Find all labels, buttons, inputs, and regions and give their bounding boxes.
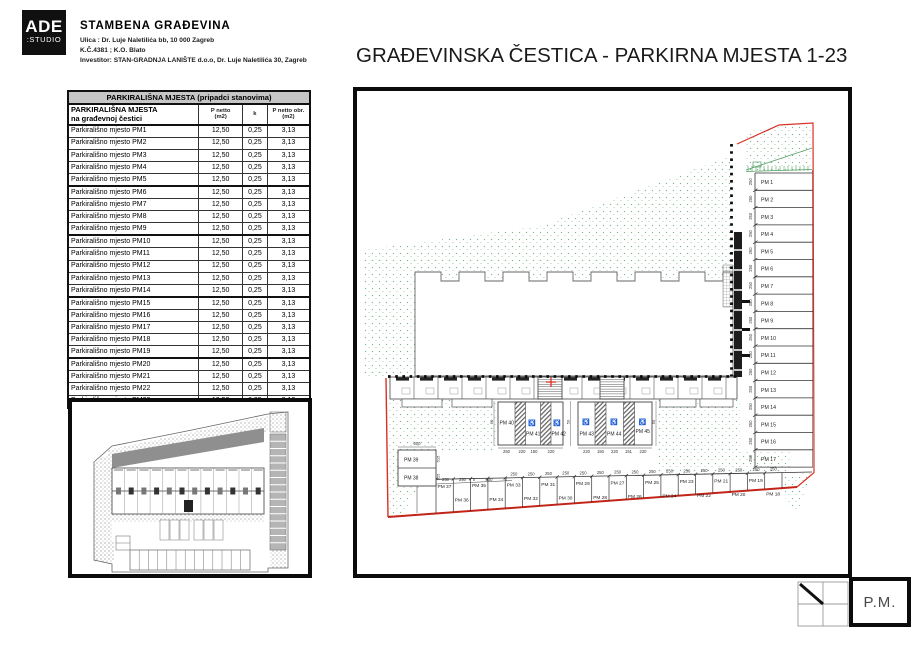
site-overview-drawing: [72, 402, 308, 574]
dim-label: 50: [565, 419, 571, 425]
wheelchair-icon: ♿: [610, 419, 618, 426]
dim-label: 250: [747, 230, 753, 238]
dim-label: 500: [485, 477, 493, 482]
table-cell: Parkirališno mjesto PM13: [68, 272, 199, 284]
wheelchair-icon: ♿: [553, 420, 561, 427]
hatch-strip: [541, 402, 552, 445]
core-mark: [154, 488, 159, 495]
core-mark: [243, 488, 248, 495]
parking-spaces-table: [67, 90, 311, 409]
table-cell: Parkirališno mjesto PM3: [68, 149, 199, 161]
table-row: [68, 322, 310, 334]
pm-space-label: PM 31: [541, 482, 556, 488]
core-mark: [180, 488, 185, 495]
wheelchair-icon: ♿: [528, 420, 536, 427]
stair-block: [600, 377, 624, 399]
table-cell: Parkirališno mjesto PM14: [68, 284, 199, 297]
table-cell: 12,50: [199, 173, 243, 186]
table-cell: Parkirališno mjesto PM2: [68, 137, 199, 149]
core-mark: [205, 488, 210, 495]
dim-label: 250: [747, 437, 753, 445]
table-title: PARKIRALIŠNA MJESTA (pripadci stanovima): [68, 91, 310, 104]
table-cell: 0,25: [242, 125, 267, 138]
table-cell: 12,50: [199, 346, 243, 359]
dim-label: 315: [435, 473, 441, 481]
site-overview-plan: [68, 398, 312, 578]
table-cell: 3,13: [267, 161, 310, 173]
table-cell: 3,13: [267, 173, 310, 186]
dim-label: 250: [562, 470, 570, 476]
table-row: [68, 371, 310, 383]
window-band: [228, 468, 237, 471]
pm-space-label: PM 18: [766, 492, 781, 498]
table-cell: 3,13: [267, 297, 310, 310]
table-cell: Parkirališno mjesto PM6: [68, 186, 199, 199]
table-row: [68, 260, 310, 272]
wheelchair-icon: ♿: [582, 419, 590, 426]
dim-label: 250: [648, 469, 656, 475]
window-band: [127, 468, 136, 471]
table-cell: Parkirališno mjesto PM22: [68, 383, 199, 395]
terrain: [270, 550, 286, 568]
pm-space-label: PM 14: [761, 405, 776, 412]
project-address: Ulica : Dr. Luje Naletilića bb, 10 000 Zagreb: [80, 37, 215, 44]
table-cell: 0,25: [242, 322, 267, 334]
terrain-topright: [746, 124, 812, 172]
window-band: [190, 468, 199, 471]
corner-structure: [270, 412, 286, 432]
dim-label: 220: [611, 448, 618, 454]
hatch-strip: [515, 402, 526, 445]
table-cell: 0,25: [242, 272, 267, 284]
table-cell: 0,25: [242, 137, 267, 149]
boundary-red-south: [388, 487, 797, 517]
pm-space-label: PM 27: [610, 481, 625, 487]
pm-space-label: PM 22: [697, 493, 711, 499]
pm-space-label: PM 25: [645, 480, 659, 486]
table-cell: 12,50: [199, 235, 243, 248]
pm-space-label: PM 34: [489, 497, 504, 503]
table-cell: Parkirališno mjesto PM9: [68, 223, 199, 236]
pm-space-label: PM 30: [558, 496, 573, 502]
table-cell: 3,13: [267, 149, 310, 161]
table-cell: 12,50: [199, 297, 243, 310]
table-cell: Parkirališno mjesto PM5: [68, 173, 199, 186]
dim-label: 250: [752, 467, 760, 473]
window-band: [114, 468, 123, 471]
table-cell: 3,13: [267, 125, 310, 138]
core-mark: [116, 488, 121, 495]
table-cell: Parkirališno mjesto PM4: [68, 161, 199, 173]
dim-label: 250: [747, 368, 753, 376]
dim-label: 250: [747, 178, 753, 186]
table-cell: 12,50: [199, 358, 243, 371]
table-row: [68, 358, 310, 371]
dim-label: 250: [527, 471, 535, 477]
stair-core: [184, 500, 193, 512]
parking-slot: [160, 520, 169, 540]
porch: [452, 399, 492, 407]
pm-space-label: PM 20: [731, 493, 746, 499]
table-cell: Parkirališno mjesto PM21: [68, 371, 199, 383]
pm-space-label: PM 37: [437, 484, 452, 490]
dim-label: 250: [631, 469, 639, 475]
core-mark: [141, 488, 146, 495]
table-cell: 12,50: [199, 383, 243, 395]
parking-slot: [180, 520, 189, 540]
table-cell: 0,25: [242, 297, 267, 310]
table-cell: 0,25: [242, 149, 267, 161]
dim-label: 50: [488, 419, 494, 425]
table-cell: 12,50: [199, 186, 243, 199]
table-cell: 3,13: [267, 199, 310, 211]
pm-space-label: PM 6: [761, 266, 774, 273]
dim-label: 50: [650, 419, 656, 425]
dim-label: 250: [544, 471, 552, 477]
table-cell: 12,50: [199, 137, 243, 149]
table-cell: Parkirališno mjesto PM7: [68, 199, 199, 211]
dim-label: 250: [747, 195, 753, 203]
table-cell: 0,25: [242, 161, 267, 173]
core-mark: [256, 488, 261, 495]
table-cell: 0,25: [242, 284, 267, 297]
pm-space-label: PM 16: [761, 439, 776, 446]
porch: [402, 399, 442, 407]
pm-space-label: PM 3: [761, 214, 774, 221]
dim-label: 220: [518, 448, 526, 454]
window-band: [152, 468, 161, 471]
table-cell: Parkirališno mjesto PM12: [68, 260, 199, 272]
table-cell: 3,13: [267, 186, 310, 199]
parking-slot: [204, 520, 213, 540]
window-band: [216, 468, 225, 471]
table-cell: 12,50: [199, 248, 243, 260]
dim-label: 150: [597, 448, 604, 454]
table-cell: 3,13: [267, 309, 310, 321]
boundary-red-west: [386, 378, 388, 517]
pm-space-label: PM 24: [662, 494, 677, 500]
dim-label: 250: [769, 466, 777, 472]
table-cell: 0,25: [242, 173, 267, 186]
dim-label: 250: [596, 470, 604, 476]
window-band: [165, 468, 174, 471]
window-band: [241, 468, 250, 471]
table-cell: 12,50: [199, 149, 243, 161]
table-cell: Parkirališno mjesto PM11: [68, 248, 199, 260]
dim-label: 250: [503, 448, 510, 454]
core-mark: [218, 488, 223, 495]
dim-label: 250: [747, 299, 753, 307]
diagonal-mark: [800, 584, 823, 604]
pm-space-label: PM 2: [761, 197, 774, 204]
table-cell: 3,13: [267, 211, 310, 223]
col-header-k: k: [242, 104, 267, 125]
window-band: [178, 468, 187, 471]
terrain-mid: [657, 400, 740, 476]
table-cell: 12,50: [199, 161, 243, 173]
parking-row: [130, 550, 250, 570]
pm-space-label: PM 26: [627, 495, 642, 501]
dim-label: 250: [747, 264, 753, 272]
table-cell: 3,13: [267, 284, 310, 297]
dim-label: 220: [547, 448, 555, 454]
table-cell: 0,25: [242, 309, 267, 321]
col-header-name: PARKIRALIŠNA MJESTA na građevnoj čestici: [68, 104, 199, 125]
table-cell: 3,13: [267, 358, 310, 371]
pm-space-label: PM 10: [761, 335, 776, 342]
pm-space-label: PM 43: [579, 431, 594, 438]
table-row: [68, 199, 310, 211]
dim-label: 151: [625, 448, 632, 454]
table-cell: 12,50: [199, 322, 243, 334]
pm-space-label: PM 1: [761, 180, 774, 187]
porch: [700, 399, 733, 407]
table-cell: Parkirališno mjesto PM18: [68, 334, 199, 346]
pm-space-label: PM 5: [761, 249, 774, 256]
col-header-p-netto: P netto (m2): [199, 104, 243, 125]
project-title: STAMBENA GRAĐEVINA: [80, 20, 231, 32]
table-cell: 0,25: [242, 260, 267, 272]
table-cell: 12,50: [199, 334, 243, 346]
dim-label: 220: [639, 448, 647, 454]
table-cell: 3,13: [267, 334, 310, 346]
pm-legend-box: [849, 577, 911, 627]
pm-space-label: PM 44: [607, 431, 622, 438]
table-row: [68, 211, 310, 223]
ade-studio-logo: [22, 10, 66, 55]
pm-space-label: PM 45: [635, 429, 650, 435]
stair-block: [538, 377, 562, 399]
dim-label: 250: [747, 403, 753, 411]
dim-label: 250: [747, 282, 753, 289]
dim-label: 250: [510, 471, 518, 477]
pm-space-label: PM 8: [761, 301, 774, 308]
dim-label: 250: [459, 477, 466, 482]
pm-space-label: PM 42: [551, 431, 566, 438]
parking-slot: [194, 520, 203, 540]
dim-label: 250: [666, 468, 674, 474]
table-row: [68, 223, 310, 236]
table-cell: 3,13: [267, 260, 310, 272]
porch: [660, 399, 696, 407]
table-row: [68, 334, 310, 346]
table-cell: 3,13: [267, 223, 310, 236]
pm-space-label: PM 9: [761, 318, 774, 325]
project-header: [80, 20, 380, 67]
pm-space-label: PM 35: [472, 484, 486, 490]
terrain-corner: [783, 472, 813, 515]
dim-label: 0: [504, 477, 508, 482]
table-cell: 0,25: [242, 248, 267, 260]
table-cell: 3,13: [267, 272, 310, 284]
dim-label: 600: [413, 441, 421, 446]
logo-text-ade: ADE: [25, 17, 63, 36]
table-row: [68, 173, 310, 186]
pm-space-label: PM 33: [506, 483, 521, 489]
col-header-p-obr: P netto obr. (m2): [267, 104, 310, 125]
table-cell: 3,13: [267, 235, 310, 248]
dim-label: 515: [435, 455, 441, 463]
table-cell: Parkirališno mjesto PM8: [68, 211, 199, 223]
core-mark: [192, 488, 197, 495]
pm-space-label: PM 29: [575, 482, 590, 488]
north-grid-symbol: [796, 578, 850, 628]
table-row: [68, 248, 310, 260]
drawing-title: GRAĐEVINSKA ČESTICA - PARKIRNA MJESTA 1-23: [356, 44, 848, 67]
hatch-area: [723, 265, 733, 307]
pm-space-label: PM 11: [761, 353, 776, 360]
table-cell: Parkirališno mjesto PM17: [68, 322, 199, 334]
dim-label: 250: [735, 467, 743, 473]
table-cell: 3,13: [267, 371, 310, 383]
pm-space-label: PM 4: [761, 232, 774, 239]
dim-label: 250: [717, 467, 725, 473]
table-cell: 0,25: [242, 383, 267, 395]
parking-slot: [214, 520, 223, 540]
table-cell: 0,25: [242, 358, 267, 371]
table-cell: 12,50: [199, 309, 243, 321]
table-cell: 3,13: [267, 248, 310, 260]
dim-label: 250: [683, 468, 691, 474]
table-cell: 12,50: [199, 125, 243, 138]
table-row: [68, 297, 310, 310]
table-cell: Parkirališno mjesto PM1: [68, 125, 199, 138]
table-cell: 0,25: [242, 199, 267, 211]
dim-label: 150: [530, 448, 538, 454]
table-cell: 12,50: [199, 223, 243, 236]
table-row: [68, 272, 310, 284]
table-cell: 0,25: [242, 371, 267, 383]
project-parcel: K.Č.4381 ; K.O. Blato: [80, 47, 146, 55]
table-row: [68, 125, 310, 138]
table-row: [68, 346, 310, 359]
pm-space-label: PM 23: [679, 480, 694, 486]
project-investor: Investitor: STAN-GRADNJA LANIŠTE d.o.o, Dr. Luje Naletilića 30, Zagreb: [80, 57, 307, 65]
table-cell: 0,25: [242, 235, 267, 248]
table-row: [68, 235, 310, 248]
dim-label: 250: [747, 351, 753, 359]
table-cell: 3,13: [267, 322, 310, 334]
table-cell: 12,50: [199, 371, 243, 383]
table-cell: 12,50: [199, 272, 243, 284]
building-outline: [415, 272, 733, 376]
pm-space-label: PM 21: [714, 479, 729, 485]
table-cell: 0,25: [242, 223, 267, 236]
table-cell: 0,25: [242, 211, 267, 223]
table-cell: 0,25: [242, 334, 267, 346]
pm-space-label: PM 36: [454, 498, 469, 504]
pm-space-label: PM 15: [761, 422, 776, 429]
table-cell: Parkirališno mjesto PM16: [68, 309, 199, 321]
pm-space-label: PM 41: [526, 431, 541, 438]
table-cell: Parkirališno mjesto PM19: [68, 346, 199, 359]
dim-label: 250: [747, 333, 753, 341]
pm-legend-label: P.M.: [863, 593, 897, 611]
dim-label: 250: [747, 247, 753, 255]
core-mark: [230, 488, 235, 495]
dim-label: 250: [747, 316, 753, 324]
pm-space-label: PM 28: [593, 495, 608, 501]
hatch-strip: [624, 402, 635, 445]
pm-space-label: PM 40: [499, 420, 514, 427]
table-row: [68, 149, 310, 161]
table-cell: 3,13: [267, 383, 310, 395]
pm-space-label: PM 17: [761, 457, 776, 463]
pm-space-label: PM 38: [404, 475, 419, 482]
table-cell: 12,50: [199, 284, 243, 297]
dim-label: 250: [614, 469, 622, 475]
table-row: [68, 186, 310, 199]
dim-label: 220: [583, 448, 590, 454]
table-cell: Parkirališno mjesto PM15: [68, 297, 199, 310]
dim-label: 250: [747, 420, 753, 428]
pm-space-label: PM 39: [404, 457, 419, 464]
pm-space-label: PM 12: [761, 370, 776, 377]
dim-label: 250: [579, 470, 587, 476]
dim-label: 250: [747, 385, 753, 393]
dim-label: 0: [472, 477, 476, 482]
logo-text-studio: :STUDIO: [26, 35, 62, 44]
east-wall: [734, 232, 742, 377]
dim-label: 250: [747, 455, 753, 462]
dim-label: 250: [700, 468, 708, 474]
dim-label: 250: [442, 477, 449, 482]
wall-tie: [742, 328, 750, 331]
table-row: [68, 383, 310, 395]
table-row: [68, 161, 310, 173]
table-cell: 12,50: [199, 211, 243, 223]
pm-space-label: PM 32: [524, 497, 538, 503]
window-band: [203, 468, 212, 471]
table-row: [68, 284, 310, 297]
table-cell: 12,50: [199, 260, 243, 272]
table-cell: 3,13: [267, 137, 310, 149]
terrain: [94, 542, 114, 562]
window-band: [139, 468, 148, 471]
parking-slot: [170, 520, 179, 540]
table-row: [68, 137, 310, 149]
table-cell: 0,25: [242, 346, 267, 359]
hatch-strip: [595, 402, 606, 445]
core-mark: [129, 488, 134, 495]
table-cell: Parkirališno mjesto PM10: [68, 235, 199, 248]
table-cell: 12,50: [199, 199, 243, 211]
pm-space-label: PM 19: [748, 478, 763, 484]
table-row: [68, 309, 310, 321]
table-cell: Parkirališno mjesto PM20: [68, 358, 199, 371]
dim-label: 250: [747, 212, 753, 220]
site-plan-drawing: [357, 91, 848, 574]
pm-space-label: PM 7: [761, 284, 774, 290]
window-band: [254, 468, 263, 471]
pm-space-label: PM 13: [761, 387, 776, 394]
core-mark: [167, 488, 172, 495]
table-cell: 3,13: [267, 346, 310, 359]
table-cell: 0,25: [242, 186, 267, 199]
wheelchair-icon: ♿: [638, 419, 647, 426]
main-site-plan: [353, 87, 852, 578]
